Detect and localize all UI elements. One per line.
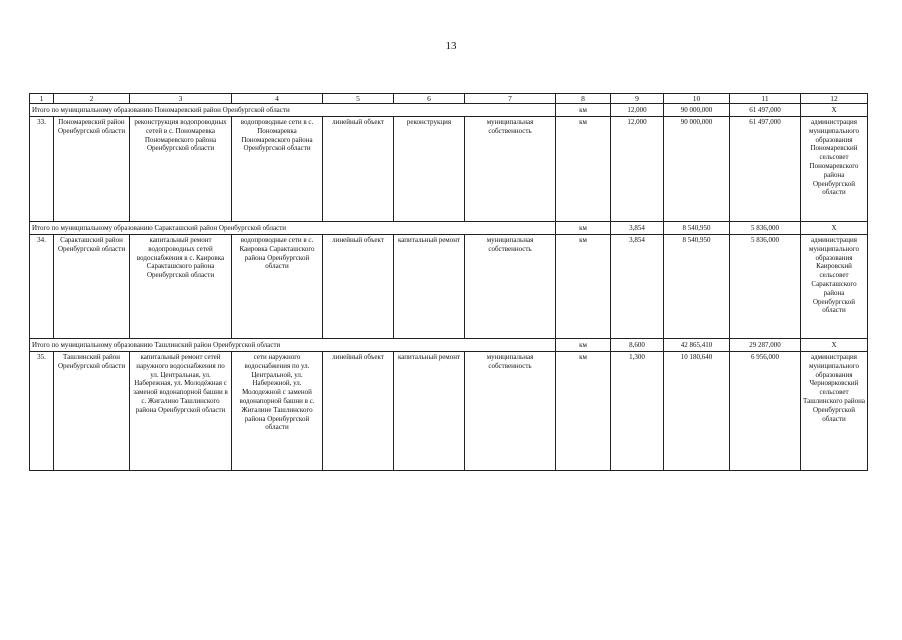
column-number: 9 [611,94,664,104]
subtotal-row [30,104,868,117]
subtotal-mark: X [801,222,868,235]
subtotal-cost: 42 865,410 [664,339,730,352]
row-executor: администрация муниципального образования Черноярковский сельсовет Ташлинского района Оренбургской области [801,352,868,471]
row-number: 35. [30,352,54,471]
subtotal-unit: км [556,339,611,352]
subtotal-cost: 90 000,000 [664,104,730,117]
row-amount: 6 956,000 [730,352,801,471]
table-row [30,235,868,339]
row-work-type: капитальный ремонт [394,352,465,471]
row-work-type: реконструкция [394,117,465,222]
subtotal-amount: 5 836,000 [730,222,801,235]
row-amount: 5 836,000 [730,235,801,339]
column-number: 3 [130,94,232,104]
subtotal-label: Итого по муниципальному образованию Саракташский район Оренбургской области [30,222,556,235]
subtotal-cost: 8 540,950 [664,222,730,235]
subtotal-length: 12,000 [611,104,664,117]
table-row [30,117,868,222]
row-ownership: муниципальная собственность [465,235,556,339]
column-number: 11 [730,94,801,104]
row-object-type: линейный объект [323,117,394,222]
row-executor: администрация муниципального образования Пономаревский сельсовет Пономаревского района Оренбургской области [801,117,868,222]
subtotal-unit: км [556,104,611,117]
subtotal-length: 8,600 [611,339,664,352]
row-object: водопроводные сети в с. Каировка Саракташского района Оренбургской области [232,235,323,339]
column-number: 12 [801,94,868,104]
row-number: 34. [30,235,54,339]
column-number: 6 [394,94,465,104]
page-number: 13 [445,40,457,52]
row-district: Саракташский район Оренбургской области [54,235,130,339]
projects-table [29,93,868,471]
column-number-row [30,94,868,104]
subtotal-row [30,339,868,352]
subtotal-row [30,222,868,235]
subtotal-mark: X [801,339,868,352]
table-row [30,352,868,471]
row-length: 12,000 [611,117,664,222]
row-executor: администрация муниципального образования Каировский сельсовет Саракташского района Оренбургской области [801,235,868,339]
row-object-type: линейный объект [323,235,394,339]
row-length: 1,300 [611,352,664,471]
column-number: 7 [465,94,556,104]
row-cost: 90 000,000 [664,117,730,222]
row-work-type: капитальный ремонт [394,235,465,339]
row-unit: км [556,117,611,222]
row-amount: 61 497,000 [730,117,801,222]
subtotal-amount: 61 497,000 [730,104,801,117]
row-ownership: муниципальная собственность [465,117,556,222]
row-number: 33. [30,117,54,222]
column-number: 4 [232,94,323,104]
row-ownership: муниципальная собственность [465,352,556,471]
subtotal-mark: X [801,104,868,117]
row-work: реконструкция водопроводных сетей в с. Пономаревка Пономаревского района Оренбургской области [130,117,232,222]
column-number: 8 [556,94,611,104]
row-unit: км [556,352,611,471]
row-cost: 10 180,640 [664,352,730,471]
row-district: Ташлинский район Оренбургской области [54,352,130,471]
column-number: 2 [54,94,130,104]
column-number: 10 [664,94,730,104]
row-unit: км [556,235,611,339]
subtotal-label: Итого по муниципальному образованию Ташлинский район Оренбургской области [30,339,556,352]
column-number: 5 [323,94,394,104]
row-cost: 8 540,950 [664,235,730,339]
row-district: Пономаревский район Оренбургской области [54,117,130,222]
row-length: 3,854 [611,235,664,339]
row-work: капитальный ремонт сетей наружного водоснабжения по ул. Центральная, ул. Набережная, ул. Молодёжная с заменой водонапорной башни в с. Жигалино Ташлинского района Оренбургской области [130,352,232,471]
row-object: сети наружного водоснабжения по ул. Центральной, ул. Набережной, ул. Молодежной с заменой водонапорной башни в с. Жигалине Ташлинского района Оренбургской области [232,352,323,471]
subtotal-label: Итого по муниципальному образованию Пономаревский район Оренбургской области [30,104,556,117]
subtotal-length: 3,854 [611,222,664,235]
column-number: 1 [30,94,54,104]
row-object: водопроводные сети в с. Пономаревка Пономаревского района Оренбургской области [232,117,323,222]
subtotal-amount: 29 287,000 [730,339,801,352]
row-object-type: линейный объект [323,352,394,471]
row-work: капитальный ремонт водопроводных сетей водоснабжения в с. Каировка Саракташского района Оренбургской области [130,235,232,339]
subtotal-unit: км [556,222,611,235]
